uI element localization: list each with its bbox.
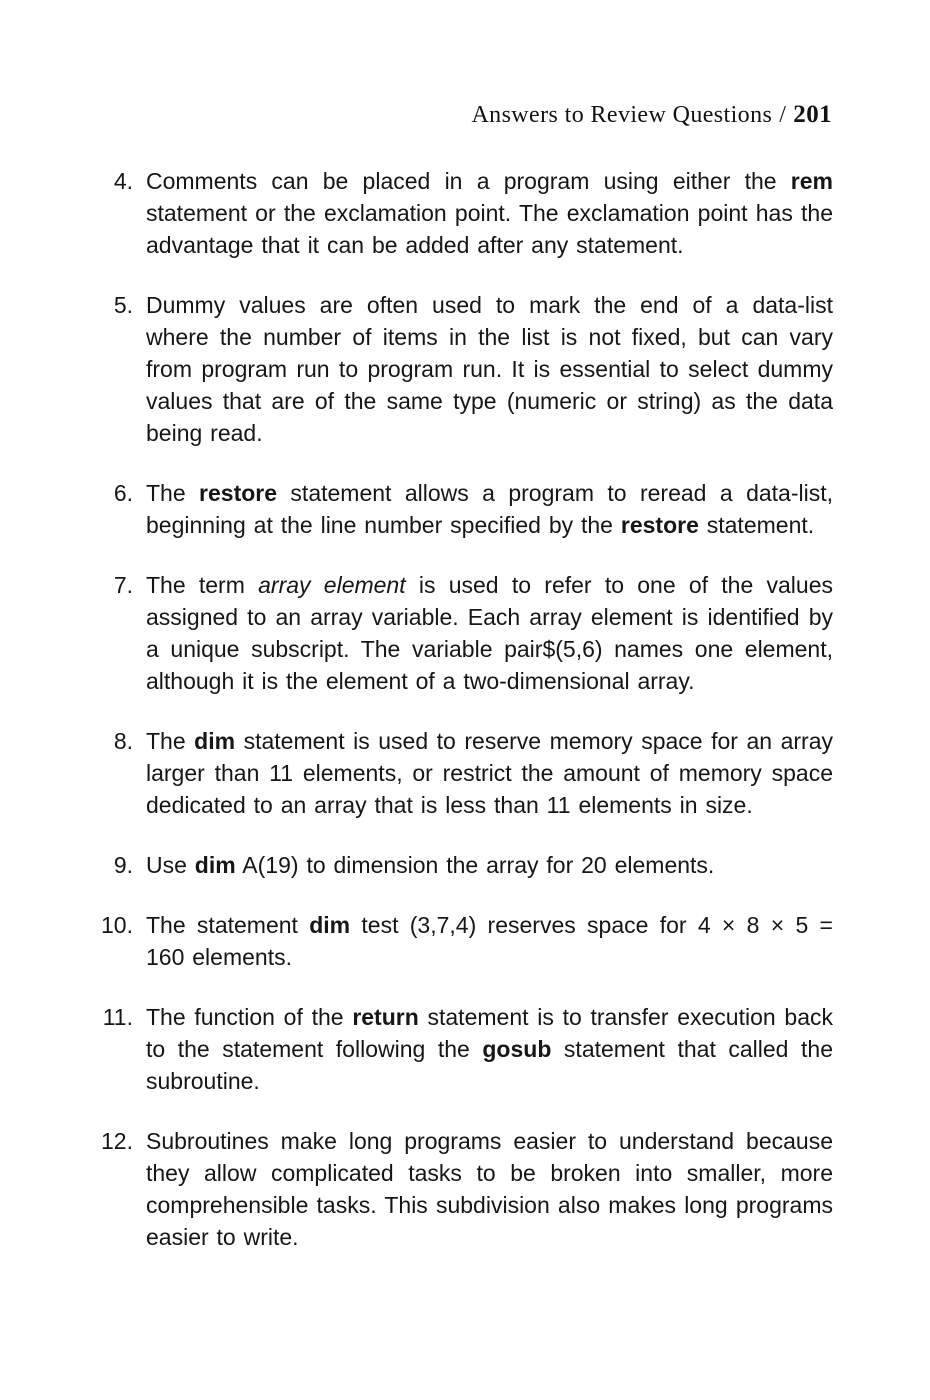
- text-run: Dummy values are often used to mark the end of a data-list where the number of items in the list is not fixed, but can vary from program run to program run. It is essential to select dummy values that are of the same type (numeric or string) as the data being read.: [146, 292, 833, 446]
- keyword-bold: gosub: [482, 1036, 552, 1062]
- item-number: 10.: [101, 912, 133, 938]
- list-item: [85, 849, 833, 881]
- keyword-bold: dim: [194, 728, 236, 754]
- text-run: statement that called the subroutine.: [146, 1036, 833, 1094]
- text-run: statement is to transfer execution back to the statement following the: [146, 1004, 833, 1062]
- item-text: [146, 1125, 833, 1253]
- text-run: The function of the: [146, 1004, 353, 1030]
- item-text: [146, 849, 833, 881]
- item-number: 5.: [113, 292, 133, 318]
- list-item: [85, 725, 833, 821]
- text-run: The term: [146, 572, 259, 598]
- term-italic: array element: [258, 572, 406, 598]
- text-run: The statement: [146, 912, 310, 938]
- text-run: is used to refer to one of the values assigned to an array variable. Each array element is identified by a unique subscript. The variable pair$(5,6) names one element, although it is the element of a two-dimensional array.: [146, 572, 833, 694]
- list-item: [85, 477, 833, 541]
- keyword-bold: rem: [790, 168, 833, 194]
- text-run: Comments can be placed in a program using either the: [146, 168, 791, 194]
- item-number: 12.: [101, 1128, 133, 1154]
- list-item: [85, 1001, 833, 1097]
- item-text: [146, 289, 833, 449]
- item-text: [146, 477, 833, 541]
- keyword-bold: dim: [194, 852, 236, 878]
- item-text: [146, 909, 833, 973]
- item-text: [146, 1001, 833, 1097]
- text-run: statement is used to reserve memory space for an array larger than 11 elements, or restrict the amount of memory space dedicated to an array that is less than 11 elements in size.: [146, 728, 833, 818]
- text-run: A(19) to dimension the array for 20 elements.: [235, 852, 715, 878]
- header-separator: /: [779, 102, 787, 128]
- keyword-bold: dim: [309, 912, 351, 938]
- text-run: statement or the exclamation point. The exclamation point has the advantage that it can be added after any statement.: [146, 200, 833, 258]
- item-text: [146, 725, 833, 821]
- item-text: [146, 165, 833, 261]
- list-item: [85, 909, 833, 973]
- text-run: Use: [146, 852, 195, 878]
- list-item: [85, 165, 833, 261]
- page-number: 201: [793, 101, 832, 128]
- item-text: [146, 569, 833, 697]
- answers-list: [85, 165, 833, 1253]
- keyword-bold: restore: [199, 480, 278, 506]
- item-number: 4.: [113, 168, 133, 194]
- item-number: 11.: [102, 1004, 133, 1030]
- running-header: [0, 101, 832, 129]
- text-run: test (3,7,4) reserves space for 4 × 8 × 5 = 160 elements.: [146, 912, 833, 970]
- text-run: statement allows a program to reread a data-list, beginning at the line number specified by the: [146, 480, 833, 538]
- list-item: [85, 569, 833, 697]
- keyword-bold: return: [352, 1004, 419, 1030]
- item-number: 7.: [113, 572, 133, 598]
- text-run: The: [146, 480, 200, 506]
- item-number: 9.: [113, 852, 133, 878]
- text-run: statement.: [698, 512, 815, 538]
- keyword-bold: restore: [620, 512, 699, 538]
- item-number: 8.: [113, 728, 133, 754]
- running-header-title: Answers to Review Questions: [471, 102, 773, 128]
- text-run: Subroutines make long programs easier to understand because they allow complicated tasks to be broken into smaller, more comprehensible tasks. This subdivision also makes long programs easier to write.: [146, 1128, 833, 1250]
- list-item: [85, 1125, 833, 1253]
- list-item: [85, 289, 833, 449]
- text-run: The: [146, 728, 195, 754]
- item-number: 6.: [113, 480, 133, 506]
